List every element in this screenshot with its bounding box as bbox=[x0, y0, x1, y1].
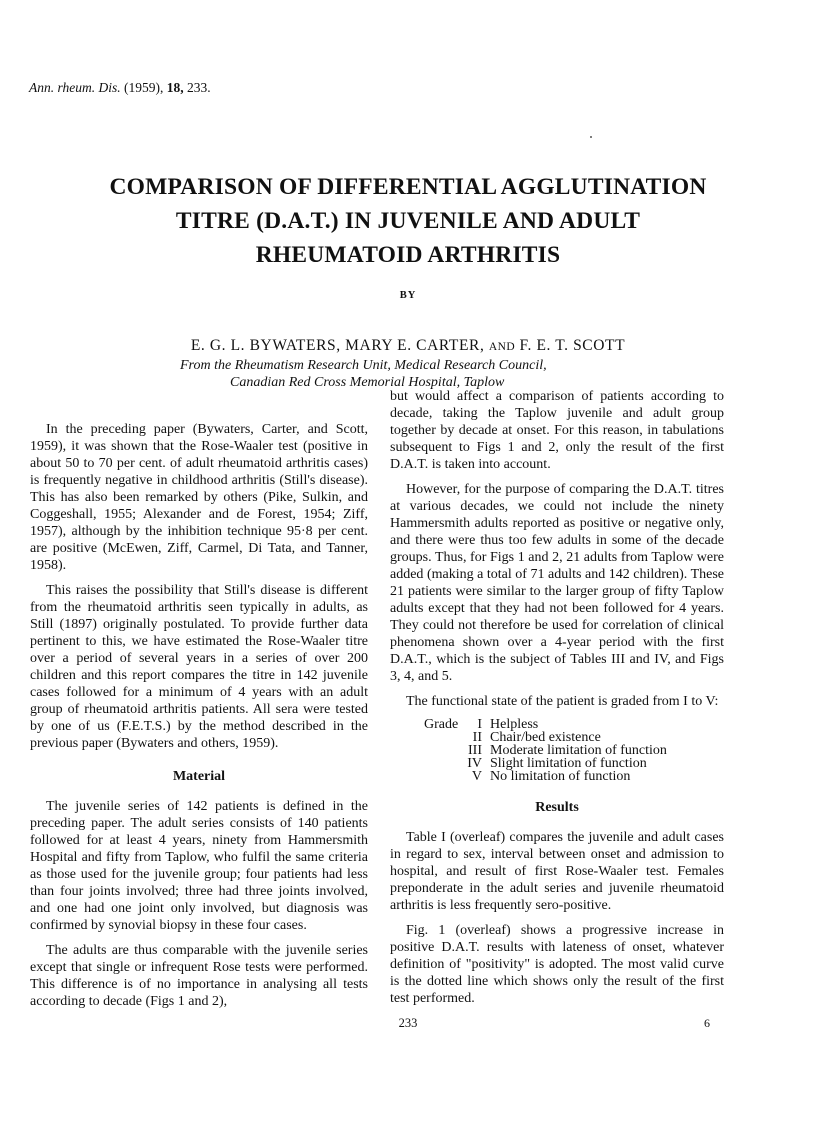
paragraph: Fig. 1 (overleaf) shows a progressive increase in positive D.A.T. results with lateness of onset, whatever definition of "positivity" is adopted. The most valid curve is the dotted line which shows only the result of the first test performed. bbox=[390, 923, 724, 1006]
journal-name: Ann. rheum. Dis. bbox=[29, 80, 121, 95]
grade-text: Chair/bed existence bbox=[490, 730, 601, 745]
article-title bbox=[30, 170, 786, 272]
paragraph: This raises the possibility that Still's disease is different from the rheumatoid arthritis seen typically in adults, as Still (1897) originally postulated. To provide further data pertinent to this, we have estimated the Rose-Waaler titre over a period of several years in a series of over 200 children and this report compares the titre in 142 juvenile cases followed for a minimum of 4 years with an adult group of rheumatoid arthritis patients. All sera were tested by one of us (F.E.T.S.) by the method described in the previous paper (Bywaters and others, 1959). bbox=[30, 583, 368, 751]
paragraph: The functional state of the patient is graded from I to V: bbox=[406, 694, 719, 709]
grade-text: Helpless bbox=[490, 717, 539, 732]
paragraph: but would affect a comparison of patients according to decade, taking the Taplow juvenile and adult group together by decade at onset. For this reason, in tabulations subsequent to Figs 1 and 2, only the result of the first D.A.T. is taken into account. bbox=[390, 389, 724, 472]
page-number: 233 bbox=[398, 1016, 418, 1030]
journal-volume: 18, bbox=[166, 80, 184, 95]
grade-list bbox=[424, 718, 724, 783]
section-heading-material: Material bbox=[172, 769, 226, 784]
signature-mark: 6 bbox=[704, 1016, 710, 1030]
grade-number: I bbox=[477, 717, 482, 732]
byline: BY bbox=[399, 290, 417, 301]
journal-citation bbox=[29, 80, 211, 96]
grade-number: II bbox=[472, 730, 482, 745]
journal-year: (1959), bbox=[124, 80, 164, 95]
grade-number: V bbox=[471, 769, 482, 784]
affiliation-line-2: Canadian Red Cross Memorial Hospital, Taplow bbox=[230, 375, 505, 390]
left-column bbox=[30, 421, 368, 1018]
grade-row bbox=[424, 770, 724, 783]
grade-number: IV bbox=[467, 756, 482, 771]
author-names-1: E. G. L. BYWATERS, MARY E. CARTER, bbox=[190, 337, 485, 354]
grade-text: Moderate limitation of function bbox=[490, 743, 667, 758]
grade-label: Grade bbox=[424, 717, 459, 732]
grade-text: No limitation of function bbox=[490, 769, 631, 784]
affiliation bbox=[180, 357, 547, 391]
paragraph: The juvenile series of 142 patients is defined in the preceding paper. The adult series consists of 140 patients followed for at least 4 years, ninety from Hammersmith Hospital and fifty from Taplow, who fulfil the same criteria as those used for the juvenile group; four patients had less than four joints involved; three had three joints involved, and one had one joint only involved, but diagnosis was confirmed by synovial biopsy in these four cases. bbox=[30, 799, 368, 933]
paragraph: Table I (overleaf) compares the juvenile and adult cases in regard to sex, interval between onset and admission to hospital, and result of first Rose-Waaler test. Females preponderate in the adult series and juvenile rheumatoid arthritis is less frequently sero-positive. bbox=[390, 830, 724, 913]
author-list bbox=[0, 337, 816, 355]
grade-text: Slight limitation of function bbox=[490, 756, 647, 771]
paragraph: However, for the purpose of comparing the D.A.T. titres at various decades, we could not include the ninety Hammersmith adults reported as positive or negative only, and there were thus too few adults in some of the decade groups. Thus, for Figs 1 and 2, 21 adults from Taplow were added (making a total of 71 adults and 142 children). These 21 patients were similar to the larger group of fifty Taplow adults except that they had not been followed for 4 years. They could not therefore be used for correlation of clinical phenomena shown over a 4-year period with the first D.A.T., which is the subject of Tables III and IV, and Figs 3, 4, and 5. bbox=[390, 482, 724, 684]
author-conjunction: AND bbox=[488, 341, 516, 353]
paragraph: The adults are thus comparable with the juvenile series except that single or infrequent Rose tests were performed. This difference is of no importance in analysing all tests according to decade (Figs 1 and 2), bbox=[30, 943, 368, 1009]
title-line-3: RHEUMATOID ARTHRITIS bbox=[255, 242, 561, 268]
journal-page: 233. bbox=[187, 80, 211, 95]
right-column bbox=[390, 388, 724, 1015]
grade-number: III bbox=[468, 743, 482, 758]
print-speck bbox=[590, 136, 592, 138]
title-line-2: TITRE (D.A.T.) IN JUVENILE AND ADULT bbox=[175, 208, 641, 234]
title-line-1: COMPARISON OF DIFFERENTIAL AGGLUTINATION bbox=[109, 174, 707, 200]
paragraph: In the preceding paper (Bywaters, Carter, and Scott, 1959), it was shown that the Rose-Waaler test (positive in about 50 to 70 per cent. of adult rheumatoid arthritis cases) is frequently negative in childhood arthritis (Still's disease). This has also been remarked by others (Pike, Sulkin, and Coggeshall, 1955; Alexander and de Forest, 1954; Ziff, 1957), although by the inhibition technique 95·8 per cent. are positive (McEwen, Ziff, Carmel, Di Tata, and Tanner, 1958). bbox=[30, 422, 368, 573]
affiliation-line-1: From the Rheumatism Research Unit, Medical Research Council, bbox=[180, 358, 547, 373]
section-heading-results: Results bbox=[535, 800, 579, 815]
author-names-2: F. E. T. SCOTT bbox=[519, 337, 626, 354]
